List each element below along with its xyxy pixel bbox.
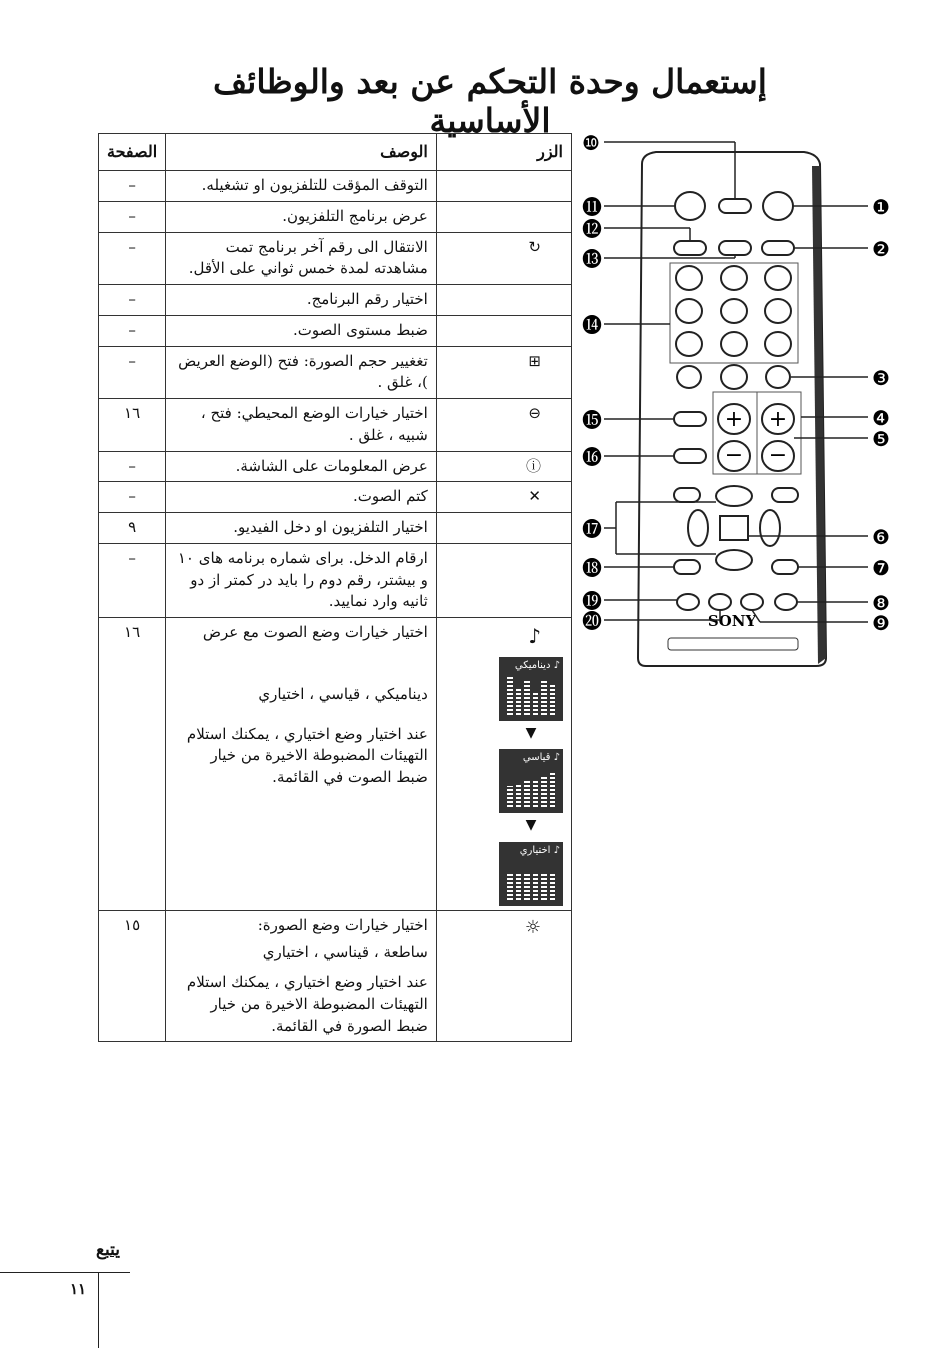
minus-icon: −	[724, 443, 744, 468]
row-description: الانتقال الى رقم آخر برنامج تمت مشاهدته لمدة خمس ثواني على الأقل.	[166, 232, 437, 285]
callout-9: ❾	[872, 611, 890, 635]
row-page: –	[99, 232, 166, 285]
table-row	[99, 171, 572, 202]
continued-label: يتبع	[96, 1240, 121, 1260]
row-description: اختيار التلفزيون او دخل الفيديو.	[166, 513, 437, 544]
row-page: ١٦	[99, 618, 166, 911]
plus-icon: +	[768, 407, 788, 432]
callout-17: ⓱	[582, 517, 602, 541]
row-description: ارقام الدخل. براى شماره برنامه هاى ١٠ و بيشتر، رقم دوم را بايد در كمتر از دو ثانيه وارد نماييد.	[166, 543, 437, 617]
wide-mode-icon: ⊞	[528, 351, 541, 370]
row-page: –	[99, 285, 166, 316]
callout-7: ❼	[872, 556, 890, 580]
up-button	[716, 486, 752, 506]
eq-panel-custom	[499, 842, 563, 906]
callout-12: ⓬	[582, 217, 602, 241]
callout-18: ⓲	[582, 556, 602, 580]
callout-10: ❿	[582, 131, 600, 155]
down-arrow-icon: ▼	[525, 817, 537, 834]
callout-4: ❹	[872, 406, 890, 430]
sound-icon: ♪	[528, 624, 541, 648]
callout-15: ⓯	[582, 408, 602, 432]
row-page: –	[99, 543, 166, 617]
table-row	[99, 315, 572, 346]
plus-icon: +	[724, 407, 744, 432]
ok-button	[720, 516, 748, 540]
row-description: كتم الصوت.	[166, 482, 437, 513]
row-page: ١٦	[99, 399, 166, 452]
mute-icon: ✕	[528, 487, 541, 506]
table-header-row	[99, 134, 572, 171]
table-row	[99, 399, 572, 452]
row-page: –	[99, 346, 166, 399]
eq-panel-dynamic	[499, 657, 563, 721]
row-page: –	[99, 201, 166, 232]
callout-2: ❷	[872, 237, 890, 261]
info-icon: ⓘ	[525, 456, 541, 475]
eq-label: قياسي ♪	[522, 752, 560, 764]
table-row	[99, 201, 572, 232]
teletext-button	[772, 488, 798, 502]
callout-19: ⓳	[582, 589, 602, 613]
row-page: –	[99, 315, 166, 346]
table-row	[99, 285, 572, 316]
down-button	[716, 550, 752, 570]
remote-control-diagram	[580, 130, 890, 675]
row-description: عرض المعلومات على الشاشة.	[166, 451, 437, 482]
row-description: اختيار رقم البرنامج.	[166, 285, 437, 316]
callout-6: ❻	[872, 525, 890, 549]
row-page: –	[99, 171, 166, 202]
minus-icon: −	[768, 443, 788, 468]
eq-label: ديناميكي ♪	[514, 660, 560, 671]
table-row	[99, 513, 572, 544]
sound-mode-row	[99, 618, 572, 911]
table-row	[99, 346, 572, 399]
row-description: التوقف المؤقت للتلفزيون او تشغيله.	[166, 171, 437, 202]
functions-table	[98, 133, 572, 1042]
sound-description: اختيار خيارات وضع الصوت مع عرض	[202, 623, 428, 641]
table-row	[99, 232, 572, 285]
row-description: تغغيير حجم الصورة: فتح (الوضع العريض )، غلق .	[166, 346, 437, 399]
standby-button	[762, 241, 794, 255]
sound-options: ديناميكي ، قياسي ، اختياري	[258, 684, 428, 703]
row-description: عرض برنامج التلفزيون.	[166, 201, 437, 232]
right-button	[760, 510, 780, 546]
callout-3: ❸	[872, 366, 890, 390]
header-page: الصفحة	[99, 134, 166, 171]
picture-mode-icon: ☼	[524, 916, 541, 938]
back-button	[674, 560, 700, 574]
wide-button	[674, 412, 706, 426]
last-program-icon: ↻	[528, 237, 541, 256]
row-description: ضبط مستوى الصوت.	[166, 315, 437, 346]
callout-8: ❽	[872, 591, 890, 615]
tv-video-button	[772, 560, 798, 574]
power-button	[763, 192, 793, 220]
callout-16: ⓰	[582, 445, 602, 469]
callout-5: ❺	[872, 427, 890, 451]
callout-1: ❶	[872, 195, 890, 219]
brand-logo: SONY	[707, 612, 757, 630]
row-page: –	[99, 451, 166, 482]
row-page: ٩	[99, 513, 166, 544]
page-title: إستعمال وحدة التحكم عن بعد والوظائف الأساسية	[213, 62, 767, 140]
row-description: اختيار خيارات الوضع المحيطي: فتح ، شبيه ، غلق .	[166, 399, 437, 452]
eq-label: اختياري ♪	[519, 844, 560, 856]
sound-note: عند اختيار وضع اختياري ، يمكنك استلام التهيئات المضبوطة الاخيرة من خيار ضبط الصوت في القائمة.	[186, 724, 428, 786]
callout-14: ⓮	[582, 313, 602, 337]
info-button	[719, 199, 751, 213]
callout-13: ⓭	[582, 247, 602, 271]
down-arrow-icon: ▼	[525, 725, 537, 741]
picture-description: اختيار خيارات وضع الصورة:	[257, 915, 428, 934]
surround-icon: ⊖	[528, 404, 541, 422]
header-button: الزر	[436, 134, 571, 171]
page-number: ١١	[70, 1280, 87, 1298]
table-row	[99, 482, 572, 513]
row-page: –	[99, 482, 166, 513]
eq-panel-standard	[499, 749, 563, 813]
picture-options: ساطعة ، قيناسي ، اختياري	[262, 943, 428, 962]
input-button	[719, 241, 751, 255]
footer-divider	[0, 1272, 130, 1273]
header-description: الوصف	[166, 134, 437, 171]
picture-mode-row	[99, 910, 572, 1042]
surround-button	[674, 449, 706, 463]
callout-11: ⓫	[582, 195, 602, 219]
table-row	[99, 543, 572, 617]
callout-20: ⓴	[582, 609, 602, 633]
mute-button	[675, 192, 705, 220]
table-row	[99, 451, 572, 482]
left-button	[688, 510, 708, 546]
footer-vertical-rule	[98, 1272, 99, 1348]
picture-note: عند اختيار وضع اختياري ، يمكنك استلام التهيئات المضبوطة الاخيرة من خيار ضبط الصورة في القائمة.	[186, 973, 428, 1035]
row-page: ١٥	[99, 910, 166, 1042]
tv-button	[674, 241, 706, 255]
menu-button	[674, 488, 700, 502]
